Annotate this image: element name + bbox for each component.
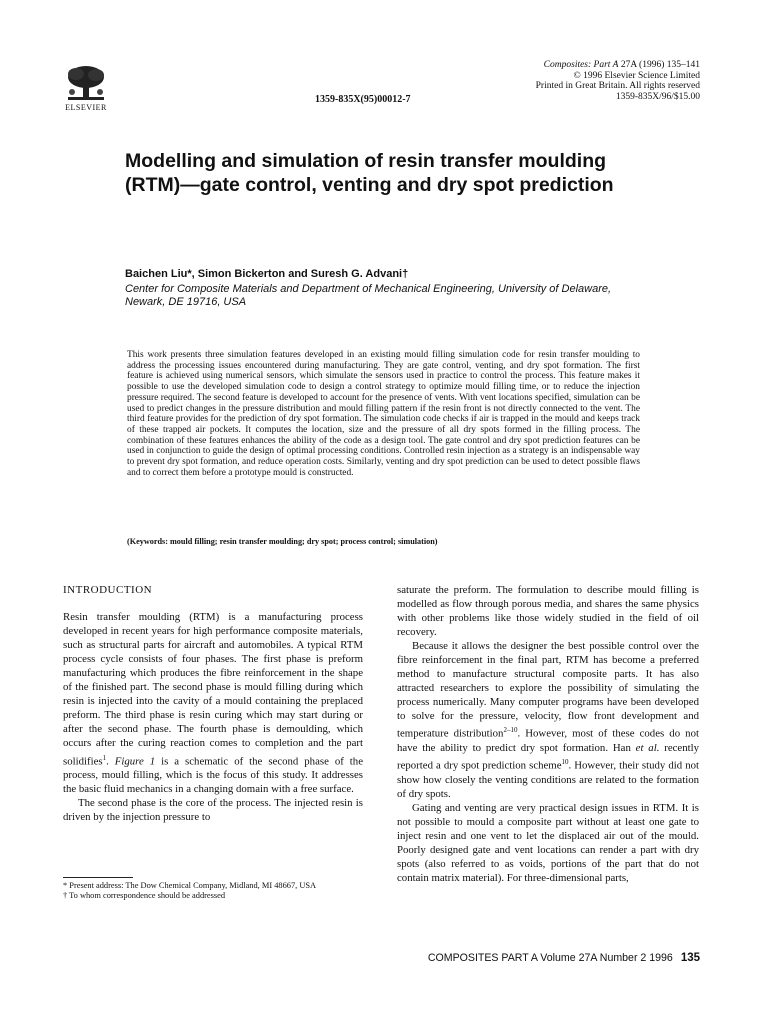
- section-heading-introduction: INTRODUCTION: [63, 584, 153, 596]
- intro-paragraph-2: The second phase is the core of the process. The injected resin is driven by the injection pressure to: [63, 797, 363, 824]
- journal-citation: Composites: Part A 27A (1996) 135–141: [543, 60, 700, 70]
- elsevier-tree-icon: [62, 64, 110, 102]
- keywords: (Keywords: mould filling; resin transfer moulding; dry spot; process control; simulation): [127, 537, 438, 546]
- footnote-present-address: * Present address: The Dow Chemical Company, Midland, MI 48667, USA: [63, 881, 317, 890]
- right-column: [397, 583, 699, 885]
- author-affiliation: Center for Composite Materials and Department of Mechanical Engineering, University of Delaware, Newark, DE 19716, USA: [125, 283, 612, 308]
- intro-paragraph-4: Because it allows the designer the best possible control over the fibre reinforcement in the final part, RTM has become a preferred method to manufacture structural composite parts. It has also attracted researchers to explore the possibility of simulating the process numerically. Many computer programs have been developed to solve for the pressure, velocity, flow front development and temperature distribution$^{2-10}$. However, most of these codes do not have the ability to predict dry spot formation. Han et al. recently reported a dry spot prediction scheme$^{10}$. However, their study did not show how closely the venting conditions are related to the formation of dry spots.: [397, 640, 700, 800]
- article-title: Modelling and simulation of resin transfer moulding (RTM)—gate control, venting and dry spot prediction: [125, 150, 614, 196]
- price-code: 1359-835X/96/$15.00: [615, 91, 700, 102]
- elsevier-logo: [62, 64, 110, 112]
- publisher-name: ELSEVIER: [65, 103, 107, 112]
- footnote-divider: [63, 877, 133, 878]
- page-number: 135: [680, 952, 700, 964]
- left-column: [63, 583, 363, 824]
- intro-paragraph-3: saturate the preform. The formulation to describe mould filling is modelled as flow through porous media, and shares the same physics with other problems like those widely studied in the field of oil recovery.: [397, 584, 699, 639]
- footnote-correspondence: † To whom correspondence should be addressed: [63, 891, 226, 900]
- intro-paragraph-1: Resin transfer moulding (RTM) is a manufacturing process developed in recent years for high performance composite materials, such as structural parts for aircraft and automobiles. A typical RTM process cycle consists of four phases. The first phase is preform manufacturing which produces the fibre reinforcement in the shape of the finished part. The second phase is mould filling during which resin is injected into the cavity of a mould containing the preplaced preform. The third phase is resin curing which may start during or after the second phase. The fourth phase is demoulding, which occurs after the curing reaction comes to completion and the part solidifies$^1$. Figure 1 is a schematic of the second phase of the process, mould filling, which is the focus of this study. It addresses the basic fluid mechanics in a changing domain with a free surface.: [63, 611, 363, 796]
- copyright-line: © 1996 Elsevier Science Limited: [573, 70, 700, 81]
- footnotes: [63, 881, 363, 901]
- footer-journal-line: COMPOSITES PART A Volume 27A Number 2 1996: [427, 952, 673, 964]
- abstract: This work presents three simulation features developed in an existing mould filling simulation code for resin transfer moulding to address the processing issues encountered during manufacturing. They are gate control, venting, and dry spot formation. The first feature is achieved using numerical sensors, which simulate the sensors used in practice to control the process. This feature makes it possible to use the developed simulation code to design a control strategy to optimize mould filling time, or to reduce the injection pressure required. The second feature is developed to account for the presence of vents. With vent locations specified, simulation can be used to predict changes in the pressure distribution and mould filling pattern if the resin front is not directly connected to the vent. The third feature provides for the prediction of dry spot formation. The simulation code checks if air is trapped in the mould and keeps track of these trapped air pockets. It computes the location, size and the pressure of all dry spots formed in the filling process. The combination of these features enhances the ability of the code as a design tool. The gate control and dry spot prediction features can be used in conjunction to guide the design of optimal processing conditions. Controlled resin injection as a strategy is an indispensable way to prevent dry spot formation, and reduce operation costs. Similarly, venting and dry spot prediction can be used to detect possible flaws and to correct them before a prototype mould is constructed.: [127, 350, 640, 478]
- article-authors: Baichen Liu*, Simon Bickerton and Suresh G. Advani†: [125, 268, 409, 280]
- page-footer: [360, 952, 700, 964]
- publication-info: [536, 60, 700, 102]
- article-doi-code: 1359-835X(95)00012-7: [315, 94, 411, 105]
- intro-paragraph-5: Gating and venting are very practical design issues in RTM. It is not possible to mould a composite part without at least one gate to inject resin and one vent to let the displaced air out of the mould. Poorly designed gate and vent locations can render a part with dry spots (also referred to as voids, portions of the part that do not contain matrix material). For three-dimensional parts,: [397, 801, 699, 885]
- printed-line: Printed in Great Britain. All rights reserved: [535, 81, 700, 91]
